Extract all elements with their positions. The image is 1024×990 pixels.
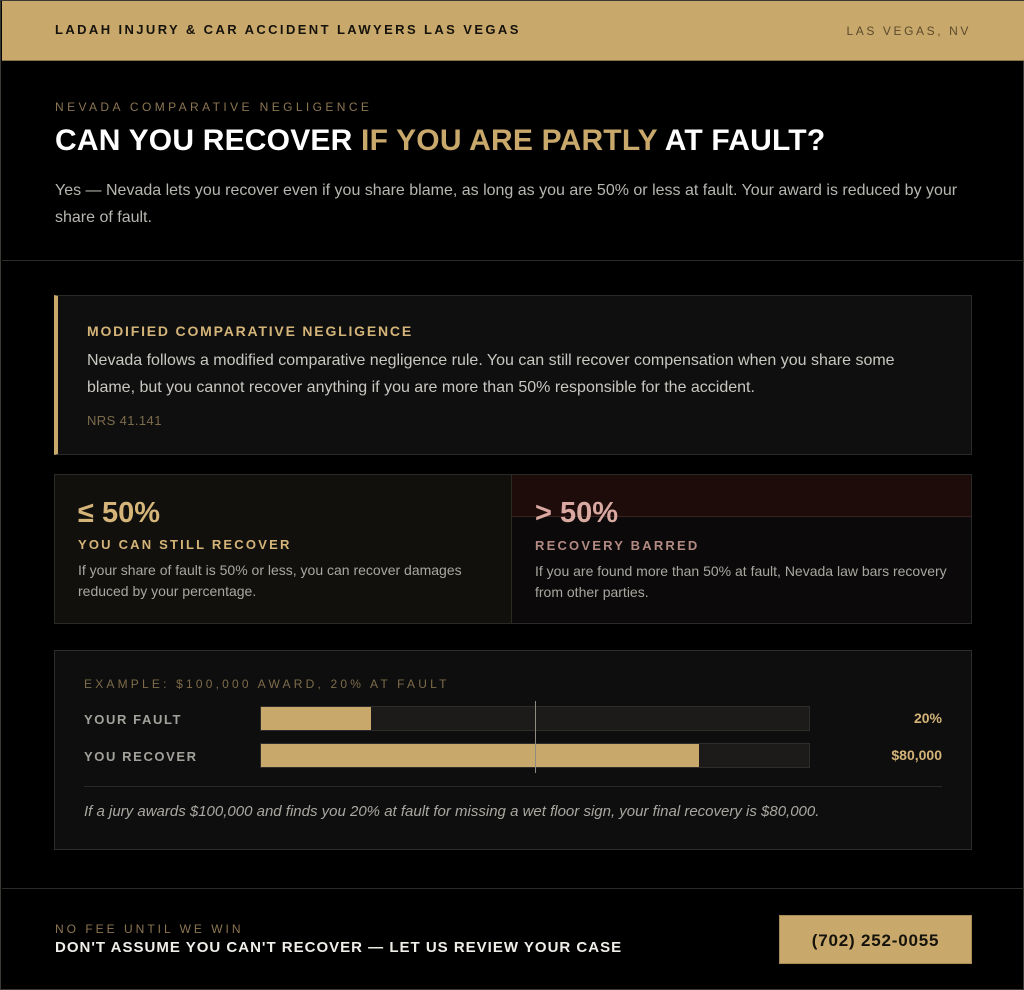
footer-cta [2,888,1024,990]
recover-row-value: $80,000 [891,747,942,763]
fifty-percent-marker [535,701,536,773]
recover-threshold-label: YOU CAN STILL RECOVER [78,537,292,552]
footer-eyebrow: NO FEE UNTIL WE WIN [55,922,244,936]
barred-threshold-description: If you are found more than 50% at fault, Nevada law bars recovery from other parties. [535,563,947,600]
example-note: If a jury awards $100,000 and finds you 20% at fault for missing a wet floor sign, your final recovery is $80,000. [84,803,820,820]
example-divider [84,786,942,787]
fault-row-value: 20% [913,710,942,726]
top-banner [2,1,1024,61]
hero-intro: Yes — Nevada lets you recover even if you share blame, as long as you are 50% or less at fault. Your award is reduced by your share of fault. [55,182,958,226]
rule-title: MODIFIED COMPARATIVE NEGLIGENCE [87,323,413,339]
recover-panel [55,475,512,623]
threshold-comparison [54,474,972,624]
recover-row-label: YOU RECOVER [84,749,198,764]
example-title: EXAMPLE: $100,000 AWARD, 20% AT FAULT [84,677,450,691]
recover-bar-fill [261,744,699,767]
phone-button[interactable]: (702) 252-0055 [779,915,972,964]
fault-row-label: YOUR FAULT [84,712,183,727]
page-title [55,124,825,158]
title-start: CAN YOU RECOVER [55,124,362,157]
rule-body: Nevada follows a modified comparative negligence rule. You can still recover compensation when you share some blame, but you cannot recover anything if you are more than 50% responsible for the accident. [87,352,895,396]
hero-section [2,61,1024,261]
example-card [54,650,972,850]
barred-threshold-label: RECOVERY BARRED [535,538,700,553]
rule-card [54,295,972,455]
statute-citation: NRS 41.141 [87,413,162,428]
fault-bar-fill [261,707,371,730]
title-accent: IF YOU ARE PARTLY [361,124,658,157]
footer-headline: DON'T ASSUME YOU CAN'T RECOVER — LET US REVIEW YOUR CASE [55,939,623,956]
recover-threshold-value: ≤ 50% [78,497,161,529]
hero-eyebrow: NEVADA COMPARATIVE NEGLIGENCE [55,100,373,114]
barred-threshold-value: > 50% [535,497,619,529]
recover-threshold-description: If your share of fault is 50% or less, you can recover damages reduced by your percentage. [78,562,462,599]
barred-panel [512,475,971,623]
title-end: AT FAULT? [657,124,826,157]
brand-name[interactable]: LADAH INJURY & CAR ACCIDENT LAWYERS LAS VEGAS [55,22,521,37]
location-label: LAS VEGAS, NV [846,24,971,38]
